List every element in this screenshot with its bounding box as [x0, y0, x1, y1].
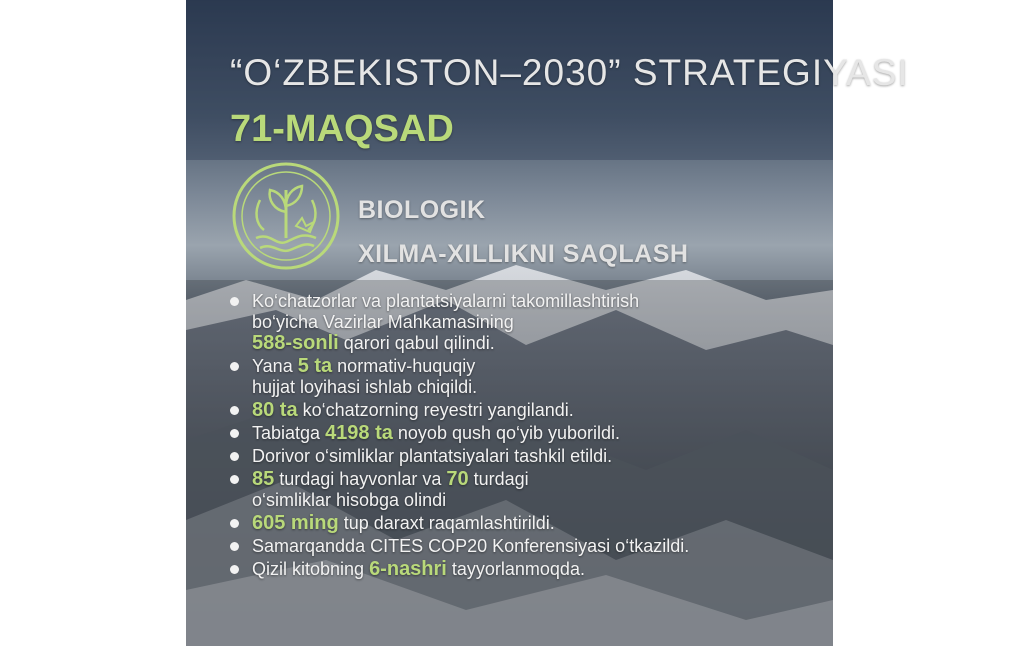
poster-content [186, 0, 909, 646]
biodiversity-emblem-icon [230, 160, 342, 272]
bullet-icon [230, 519, 239, 528]
poster [186, 0, 909, 646]
list-item [230, 469, 820, 511]
achievements-list [230, 291, 820, 582]
item-text: tayyorlanmoqda. [446, 559, 585, 579]
item-text: Tabiatga [252, 423, 326, 443]
list-item [230, 291, 820, 354]
topic-line-2: XILMA-XILLIKNI SAQLASH [358, 240, 689, 268]
item-text: hujjat loyihasi ishlab chiqildi. [252, 377, 478, 397]
highlight-value: 588-sonli [252, 332, 339, 354]
topic-line-1: BIOLOGIK [358, 196, 486, 224]
item-text: ko‘chatzorning reyestri yangilandi. [297, 400, 574, 420]
bullet-icon [230, 406, 239, 415]
highlight-value: 5 ta [297, 355, 333, 377]
item-text: Samarqandda CITES COP20 Konferensiyasi o‘tkazildi. [252, 536, 690, 556]
list-item [230, 356, 820, 398]
item-text: turdagi [468, 469, 529, 489]
bullet-icon [230, 542, 239, 551]
bullet-icon [230, 475, 239, 484]
item-text: Yana [252, 356, 298, 376]
item-text: noyob qush qo‘yib yuborildi. [392, 423, 621, 443]
list-item [230, 446, 820, 467]
strategy-title: “O‘ZBEKISTON–2030” STRATEGIYASI [230, 52, 909, 93]
highlight-value: 605 ming [252, 512, 339, 534]
item-text: Dorivor o‘simliklar plantatsiyalari tashkil etildi. [252, 446, 613, 466]
item-text: qarori qabul qilindi. [338, 333, 495, 353]
item-text: turdagi hayvonlar va [274, 469, 447, 489]
highlight-value: 4198 ta [325, 422, 393, 444]
highlight-value: 70 [446, 468, 469, 490]
item-text: bo‘yicha Vazirlar Mahkamasining [252, 312, 514, 332]
goal-number: 71-MAQSAD [230, 108, 454, 150]
item-text: Ko‘chatzorlar va plantatsiyalarni takomillashtirish [252, 291, 640, 311]
list-item [230, 513, 820, 534]
list-item [230, 559, 820, 580]
bullet-icon [230, 429, 239, 438]
bullet-icon [230, 565, 239, 574]
highlight-value: 85 [252, 468, 275, 490]
item-text: o‘simliklar hisobga olindi [252, 490, 447, 510]
bullet-icon [230, 452, 239, 461]
highlight-value: 80 ta [252, 399, 298, 421]
item-text: Qizil kitobning [252, 559, 370, 579]
list-item [230, 423, 820, 444]
list-item [230, 400, 820, 421]
bullet-icon [230, 362, 239, 371]
item-text: normativ-huquqiy [332, 356, 476, 376]
highlight-value: 6-nashri [369, 558, 447, 580]
list-item [230, 536, 820, 557]
item-text: tup daraxt raqamlashtirildi. [338, 513, 555, 533]
bullet-icon [230, 297, 239, 306]
